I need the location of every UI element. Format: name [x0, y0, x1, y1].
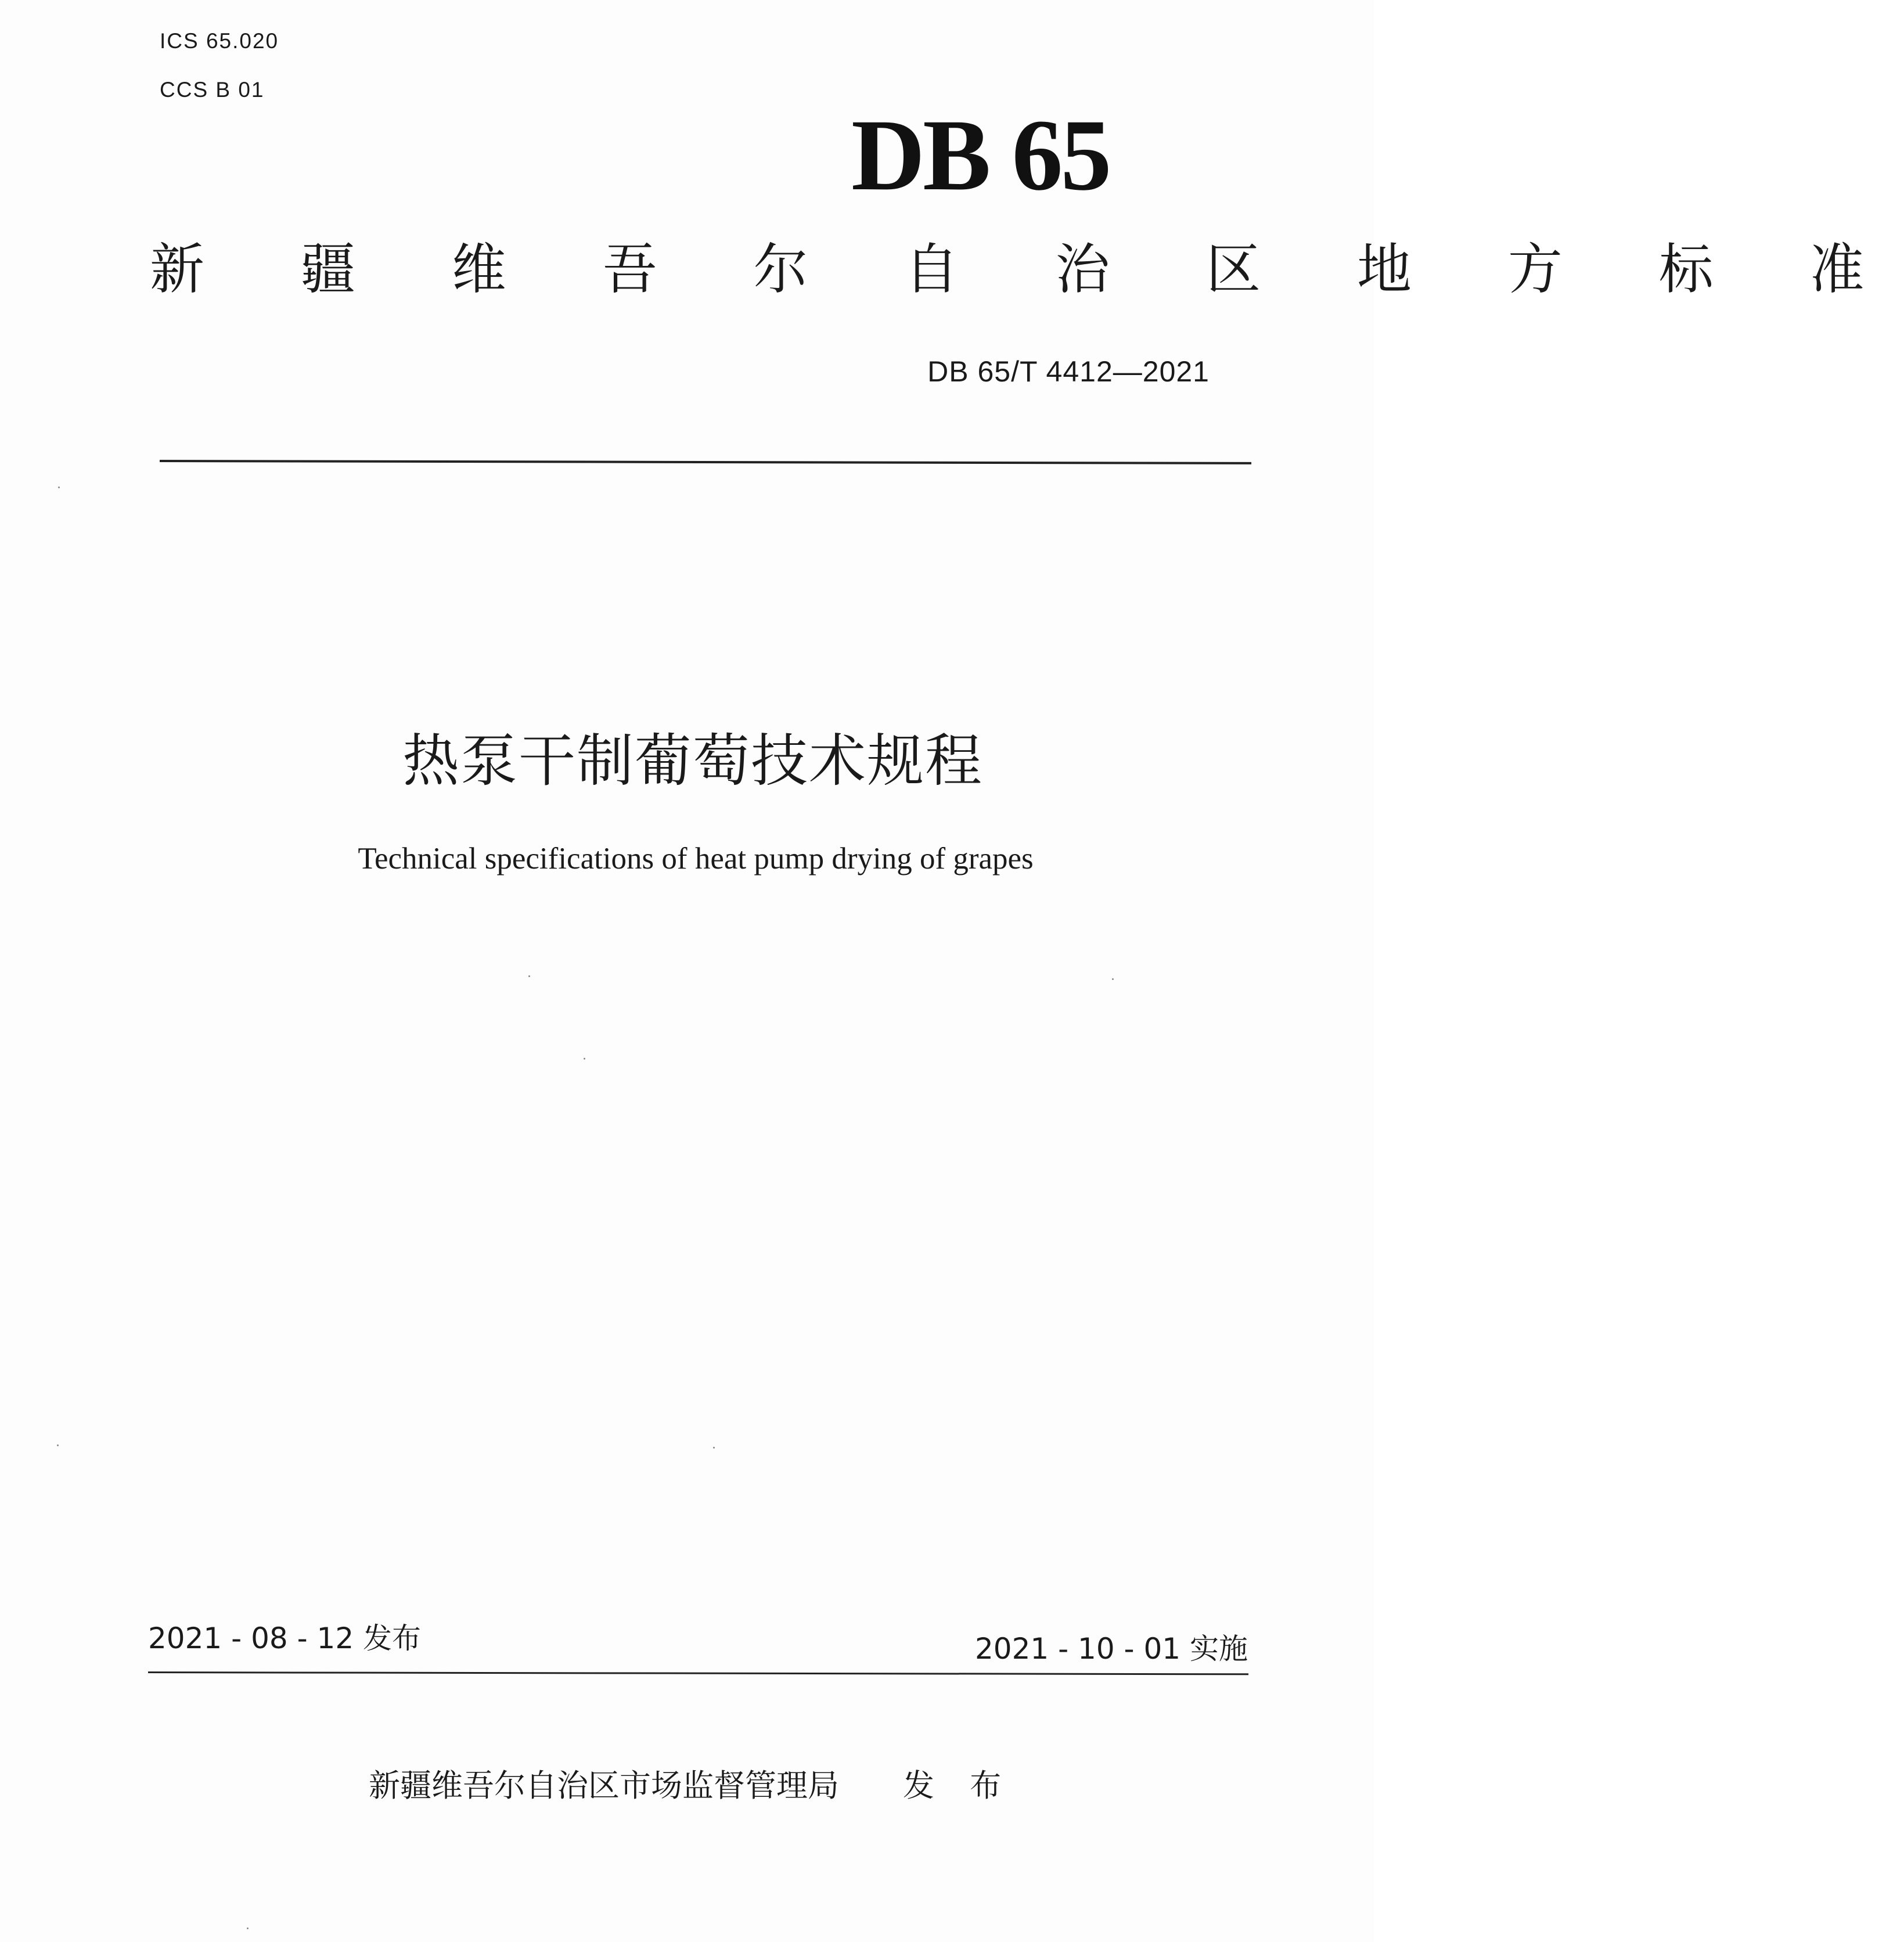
scan-speck: [713, 1447, 715, 1449]
standard-number: DB 65/T 4412—2021: [927, 355, 1210, 388]
scan-speck: [584, 1058, 585, 1060]
scan-speck: [1112, 978, 1114, 980]
db65-logo: DB 65: [851, 99, 1110, 212]
title-chinese: 热泵干制葡萄技术规程: [402, 728, 983, 794]
publish-label: 发 布: [903, 1767, 1014, 1804]
standard-type-heading: 新 疆 维 吾 尔 自 治 区 地 方 标 准: [150, 238, 1904, 301]
title-english: Technical specifications of heat pump drying of grapes: [358, 842, 1034, 875]
ccs-code: CCS B 01: [160, 78, 265, 102]
scan-speck: [247, 1927, 249, 1929]
scan-speck: [528, 975, 530, 977]
scan-speck: [57, 1444, 59, 1446]
publisher-name: 新疆维吾尔自治区市场监督管理局: [369, 1767, 839, 1804]
effective-date: 2021 - 10 - 01 实施: [974, 1632, 1248, 1666]
issue-date: 2021 - 08 - 12 发布: [148, 1622, 422, 1655]
publisher-line: [369, 1767, 1014, 1804]
bottom-divider: [148, 1671, 1248, 1675]
scan-speck: [58, 487, 60, 488]
top-divider: [160, 460, 1251, 464]
ics-code: ICS 65.020: [160, 29, 279, 53]
